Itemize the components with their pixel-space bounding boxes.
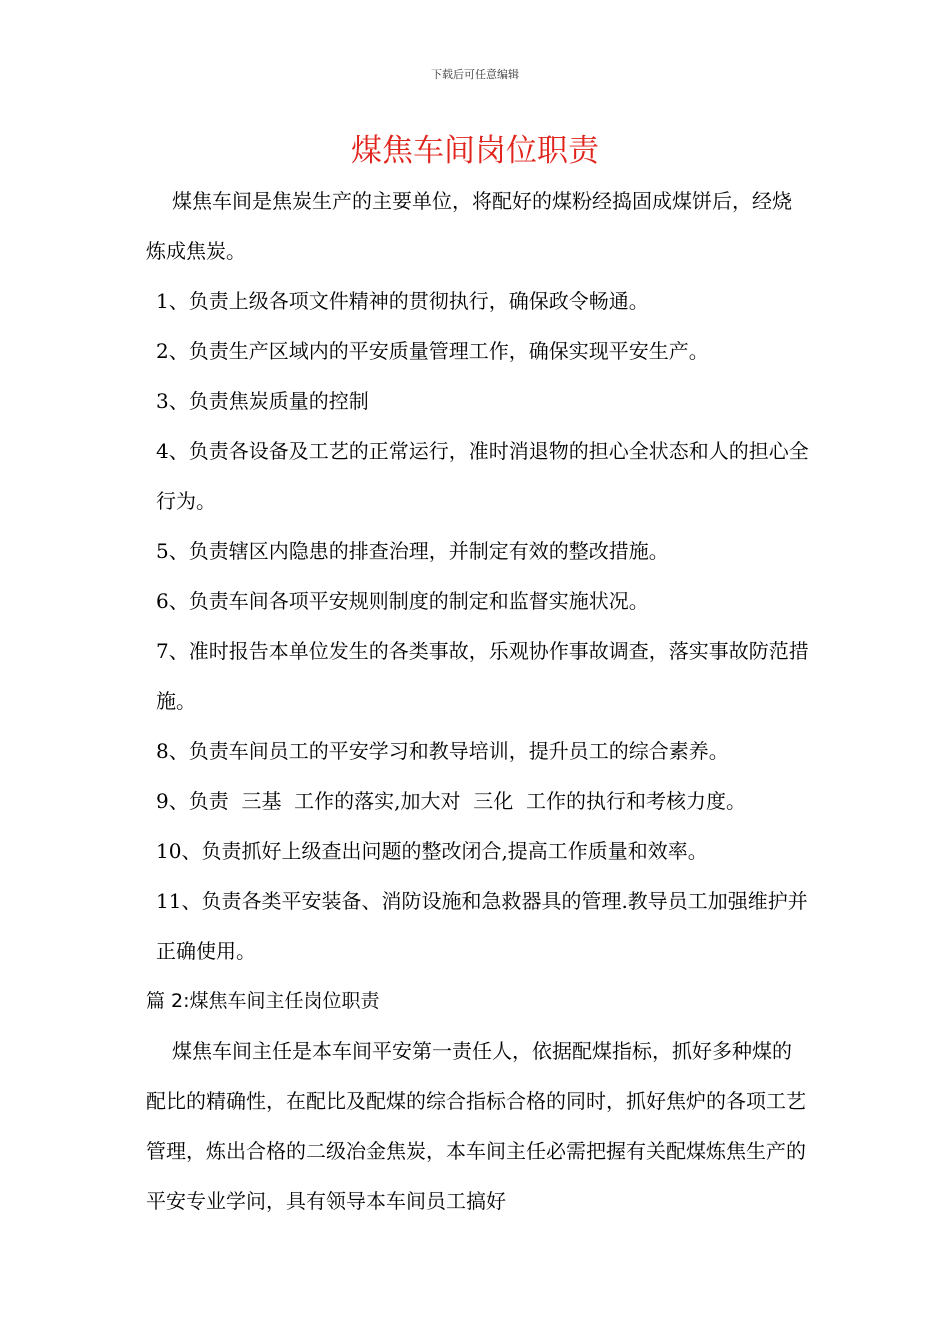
list-item: 1、负责上级各项文件精神的贯彻执行，确保政令畅通。 [156,289,649,313]
list-item: 11、负责各类平安装备、消防设施和急救器具的管理.教导员工加强维护并正确使用。 [156,889,808,963]
list-item: 9、负责 三基 工作的落实,加大对 三化 工作的执行和考核力度。 [156,789,746,813]
list-item: 8、负责车间员工的平安学习和教导培训，提升员工的综合素养。 [156,739,729,763]
list-item: 5、负责辖区内隐患的排查治理，并制定有效的整改措施。 [156,539,669,563]
header-note: 下载后可任意编辑 [431,68,519,81]
section-paragraph: 煤焦车间主任是本车间平安第一责任人，依据配煤指标，抓好多种煤的配比的精确性，在配比及配煤的综合指标合格的同时，抓好焦炉的各项工艺管理，炼出合格的二级冶金焦炭，本车间主任必需把握有关配煤炼焦生产的平安专业学问，具有领导本车间员工搞好 [146,1039,806,1213]
list-item: 3、负责焦炭质量的控制 [156,389,369,413]
list-item: 2、负责生产区域内的平安质量管理工作，确保实现平安生产。 [156,339,709,363]
list-item: 7、准时报告本单位发生的各类事故，乐观协作事故调查，落实事故防范措施。 [156,639,809,713]
intro-paragraph: 煤焦车间是焦炭生产的主要单位，将配好的煤粉经捣固成煤饼后，经烧炼成焦炭。 [146,189,792,263]
list-item: 6、负责车间各项平安规则制度的制定和监督实施状况。 [156,589,649,613]
section-heading: 篇 2:煤焦车间主任岗位职责 [146,990,380,1012]
list-item: 4、负责各设备及工艺的正常运行，准时消退物的担心全状态和人的担心全行为。 [156,439,809,513]
document-body [146,176,810,1226]
page-title: 煤焦车间岗位职责 [351,133,599,169]
list-item: 10、负责抓好上级查出问题的整改闭合,提高工作质量和效率。 [156,839,708,863]
